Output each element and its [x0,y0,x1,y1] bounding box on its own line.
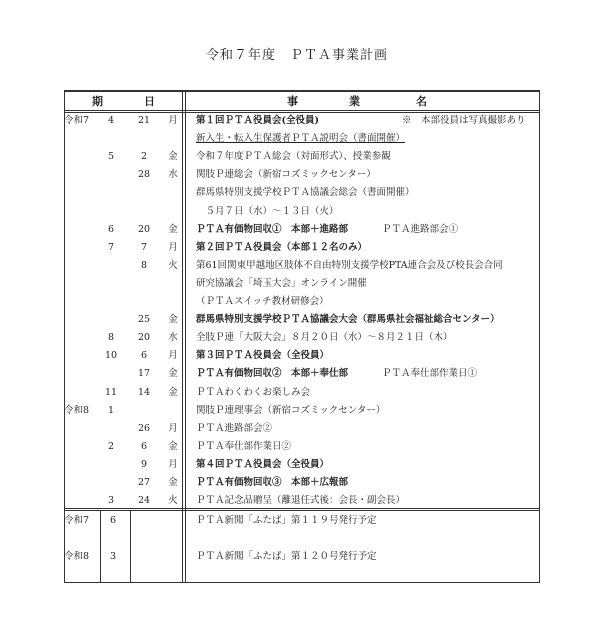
month-divider [130,510,131,582]
event-text: 関肢Ｐ連理事会（新宿コズミックセンター） [196,404,386,416]
month-cell: 5 [107,151,115,163]
month-cell: 8 [107,332,115,344]
month-cell: 11 [104,386,118,398]
era-cell: 令和7 [64,115,90,126]
header-mei: 名 [416,95,427,108]
header-nichi: 日 [144,95,155,108]
weekday-cell: 金 [168,223,178,235]
day-cell: 2 [140,151,148,163]
weekday-cell: 月 [168,115,178,126]
table-top-border-double [64,91,540,92]
day-cell: 17 [137,368,151,380]
event-text: （ＰＴＡスイッチ教材研修会） [196,296,329,307]
weekday-cell: 火 [168,495,178,507]
event-text: ＰＴＡ進路部会① [382,223,459,235]
event-text: ＰＴＡ奉仕部作業日① [382,368,478,380]
day-cell: 14 [137,386,151,398]
weekday-cell: 金 [168,314,178,326]
day-cell: 7 [140,241,148,253]
event-text: 第３回ＰＴＡ役員会（全役員） [196,350,330,362]
month-cell: 10 [104,350,118,362]
day-cell: 8 [140,259,148,271]
header-ji: 事 [287,95,298,108]
month-cell: 4 [107,115,115,126]
month-cell: 7 [107,241,115,253]
header-gyo: 業 [349,95,360,108]
era-cell: 令和8 [64,551,90,562]
event-text: ＰＴＡ奉仕部作業日② [196,440,292,452]
header-ki: 期 [92,95,103,108]
right-border [539,90,540,583]
era-cell: 令和7 [64,515,90,526]
left-border [64,90,65,583]
weekday-cell: 火 [168,259,178,271]
event-text: ＰＴＡ記念品贈呈（離退任式後：会長・副会長） [196,495,406,507]
event-text: ＰＴＡ進路部会② [196,422,273,434]
era-divider [100,510,101,582]
weekday-cell: 金 [168,477,178,488]
header-bottom-border-double [64,112,540,113]
weekday-cell: 水 [168,332,178,344]
event-text: ※ 本部役員は写真撮影あり [402,115,526,126]
day-cell: 27 [137,477,151,488]
day-cell: 26 [137,422,151,434]
day-cell: 28 [137,169,151,181]
day-cell: 21 [137,115,151,126]
dow-divider [182,90,183,583]
day-cell: 20 [137,332,151,344]
event-text: ＰＴＡ新聞「ふたば」第１２０号発行予定 [196,551,377,562]
day-cell: 6 [140,350,148,362]
day-cell: 25 [137,314,151,326]
header-bottom-border [64,110,540,111]
month-cell: 3 [107,495,115,507]
weekday-cell: 金 [168,386,178,398]
month-cell: 6 [107,223,115,235]
event-text: 第４回ＰＴＡ役員会（全役員） [196,458,330,470]
month-cell: 6 [110,515,117,526]
page-title: 令和７年度 ＰＴＡ事業計画 [205,48,388,63]
event-text: 第１回ＰＴＡ役員会(全役員) [196,115,319,126]
event-text: ＰＴＡわくわくお楽しみ会 [196,386,311,398]
event-text: ＰＴＡ新聞「ふたば」第１１９号発行予定 [196,515,377,526]
date-event-divider [185,90,186,583]
day-cell: 9 [140,458,148,470]
month-cell: 1 [107,404,115,416]
weekday-cell: 水 [168,169,178,181]
weekday-cell: 金 [168,151,178,163]
event-text: 群馬県特別支援学校ＰＴＡ協議会総会（書面開催） [196,187,415,199]
era-cell: 令和8 [64,404,90,416]
event-text: 研究協議会「埼玉大会」オンライン開催 [196,277,367,289]
weekday-cell: 月 [168,458,178,470]
weekday-cell: 月 [168,350,178,362]
event-text: ＰＴＡ有価物回収② 本部＋奉仕部 [196,368,349,380]
day-cell: 20 [137,223,151,235]
event-text: ５月７日（水）～１３日（火） [196,205,339,217]
event-text: 全肢Ｐ連「大阪大会」８月２０日（水）～８月２１日（木） [196,332,453,344]
event-text: 令和７年度ＰＴＡ総会（対面形式）、授業参観 [196,151,391,163]
event-text: 第61回関東甲越地区肢体不自由特別支援学校PTA連合会及び校長会合同 [196,259,503,271]
month-cell: 2 [107,440,115,452]
weekday-cell: 月 [168,241,178,253]
day-cell: 6 [140,440,148,452]
event-text: ＰＴＡ有価物回収① 本部＋進路部 [196,223,349,235]
weekday-cell: 金 [168,440,178,452]
day-cell: 24 [137,495,151,507]
event-text: 第２回ＰＴＡ役員会（本部１２名のみ） [196,241,368,253]
event-text: 関肢Ｐ連総会（新宿コズミックセンター） [196,169,376,181]
weekday-cell: 月 [168,422,178,434]
weekday-cell: 金 [168,368,178,380]
section-divider [64,508,540,509]
table-bottom-border [64,582,540,583]
event-text: 新入生・転入生保護者ＰＴＡ説明会（書面開催） [196,133,406,145]
event-text: ＰＴＡ有価物回収③ 本部＋広報部 [196,477,349,488]
section-divider-double [64,510,540,511]
event-text: 群馬県特別支援学校ＰＴＡ協議会大会（群馬県社会福祉総合センター） [196,314,500,326]
month-cell: 3 [110,551,117,562]
